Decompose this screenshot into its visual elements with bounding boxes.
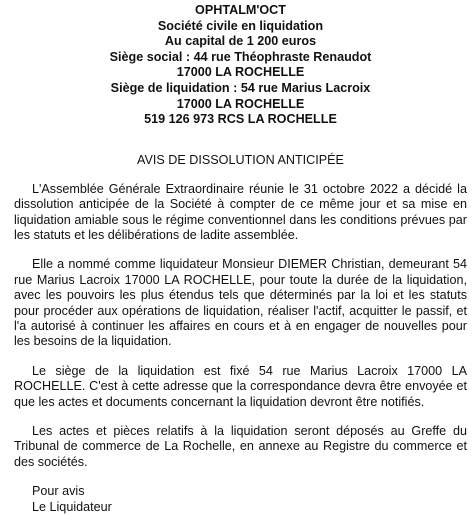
rcs-number: 519 126 973 RCS LA ROCHELLE [144,112,337,127]
liquidation-office: Siège de liquidation : 54 rue Marius Lacroix [110,80,371,95]
paragraph-filing: Les actes et pièces relatifs à la liquidation seront déposés au Greffe du Tribunal de commerce de La Rochelle, en annexe au Registre du commerce et des sociétés. [14,424,467,469]
share-capital: Au capital de 1 200 euros [164,34,317,49]
paragraph-dissolution: L'Assemblée Générale Extraordinaire réunie le 31 octobre 2022 a décidé la dissolution anticipée de la Société à compter de ce même jour et sa mise en liquidation amiable sous le régime conventionnel dans les conditions prévues par les statuts et les délibérations de ladite assemblée. [14,181,467,242]
signatory: Le Liquidateur [32,499,112,514]
company-name: OPHTALM'OCT [195,3,286,17]
paragraph-liquidator: Elle a nommé comme liquidateur Monsieur DIEMER Christian, demeurant 54 rue Marius Lacroix 17000 LA ROCHELLE, pour toute la durée de la liquidation, avec les pouvoirs les plus étendus tels que déterminés par la loi et les statuts pour procéder aux opérations de liquidation, réaliser l'actif, acquitter le passif, et l'a autorisé à continuer les affaires en cours et à en engager de nouvelles pour les besoins de la liquidation. [14,257,467,349]
registered-office-city: 17000 LA ROCHELLE [176,65,305,80]
legal-form: Société civile en liquidation [157,18,324,33]
company-header [14,3,467,128]
paragraph-liquidation-seat: Le siège de la liquidation est fixé 54 rue Marius Lacroix 17000 LA ROCHELLE. C'est à cette adresse que la correspondance devra être envoyée et que les actes et documents concernant la liquidation devront être notifiés. [14,363,467,409]
notice-title: AVIS DE DISSOLUTION ANTICIPÉE [137,152,344,167]
registered-office: Siège social : 44 rue Théophraste Renaudot [109,49,372,64]
closing-line: Pour avis [32,484,85,499]
liquidation-office-city: 17000 LA ROCHELLE [176,96,305,111]
signature-block [32,484,467,515]
